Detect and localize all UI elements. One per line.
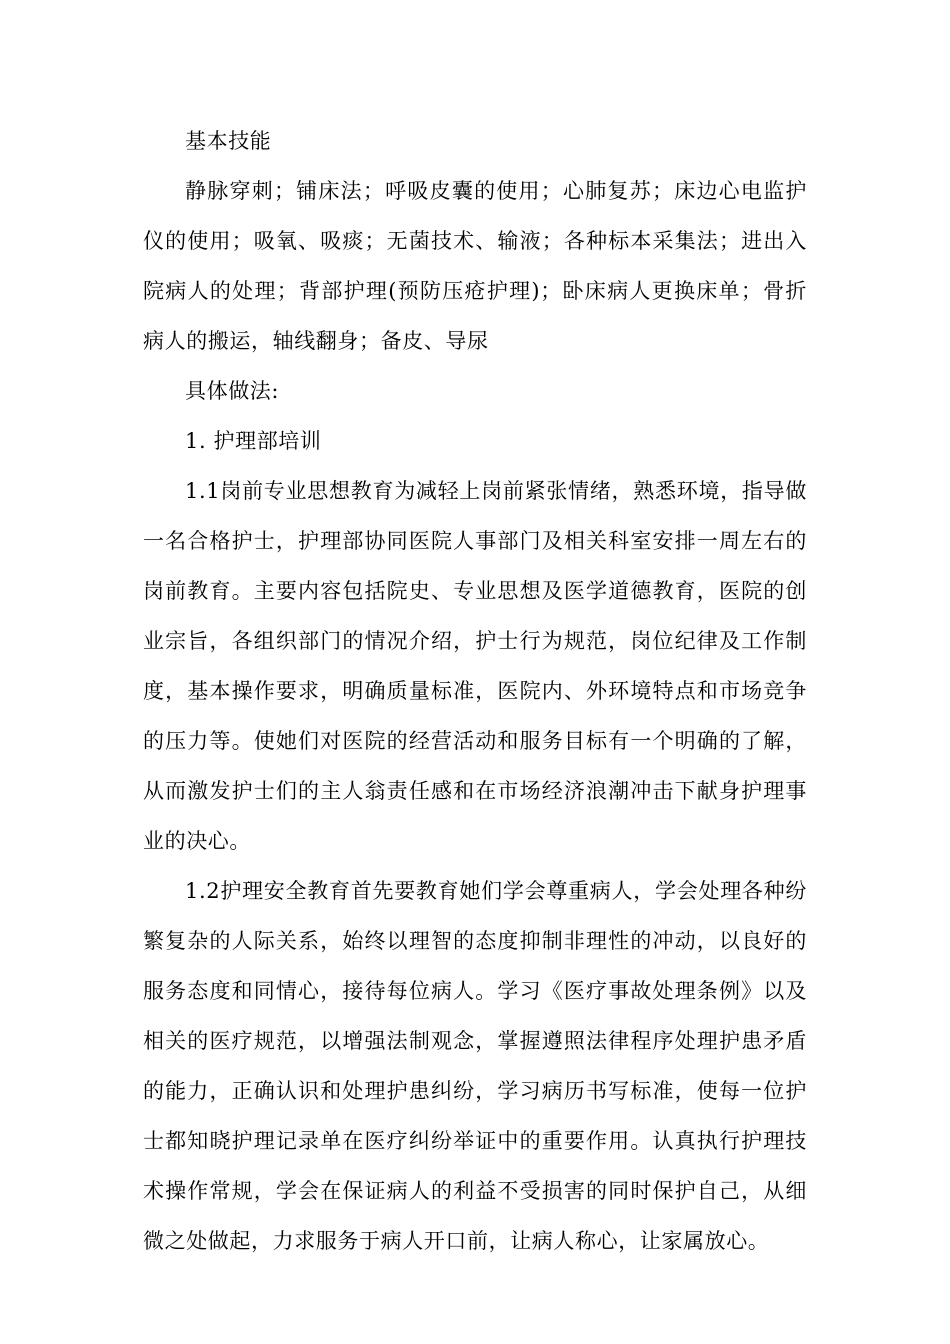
section-heading-basic-skills: 基本技能 [185, 129, 272, 153]
subheading-nursing-dept-training: 1. 护理部培训 [185, 429, 322, 453]
document-body [143, 116, 807, 1266]
paragraph-1-2-safety-education: 1.2护理安全教育首先要教育她们学会尊重病人，学会处理各种纷繁复杂的人际关系，始终以理智的态度抑制非理性的冲动，以良好的服务态度和同情心，接待每位病人。学习《医疗事故处理条例》以及相关的医疗规范，以增强法制观念，掌握遵照法律程序处理护患矛盾的能力，正确认识和处理护患纠纷，学习病历书写标准，使每一位护士都知晓护理记录单在医疗纠纷举证中的重要作用。认真执行护理技术操作常规，学会在保证病人的利益不受损害的同时保护自己，从细微之处做起，力求服务于病人开口前，让病人称心，让家属放心。 [143, 879, 807, 1253]
section-heading-methods: 具体做法: [185, 379, 280, 403]
basic-skills-list: 静脉穿刺；铺床法；呼吸皮囊的使用；心肺复苏；床边心电监护仪的使用；吸氧、吸痰；无菌技术、输液；各种标本采集法；进出入院病人的处理；背部护理(预防压疮护理)；卧床病人更换床单；骨折病人的搬运，轴线翻身；备皮、导尿 [143, 179, 807, 353]
paragraph-1-1-pre-job-education: 1.1岗前专业思想教育为减轻上岗前紧张情绪，熟悉环境，指导做一名合格护士，护理部协同医院人事部门及相关科室安排一周左右的岗前教育。主要内容包括院史、专业思想及医学道德教育，医院的创业宗旨，各组织部门的情况介绍，护士行为规范，岗位纪律及工作制度，基本操作要求，明确质量标准，医院内、外环境特点和市场竞争的压力等。使她们对医院的经营活动和服务目标有一个明确的了解，从而激发护士们的主人翁责任感和在市场经济浪潮冲击下献身护理事业的决心。 [143, 479, 807, 853]
